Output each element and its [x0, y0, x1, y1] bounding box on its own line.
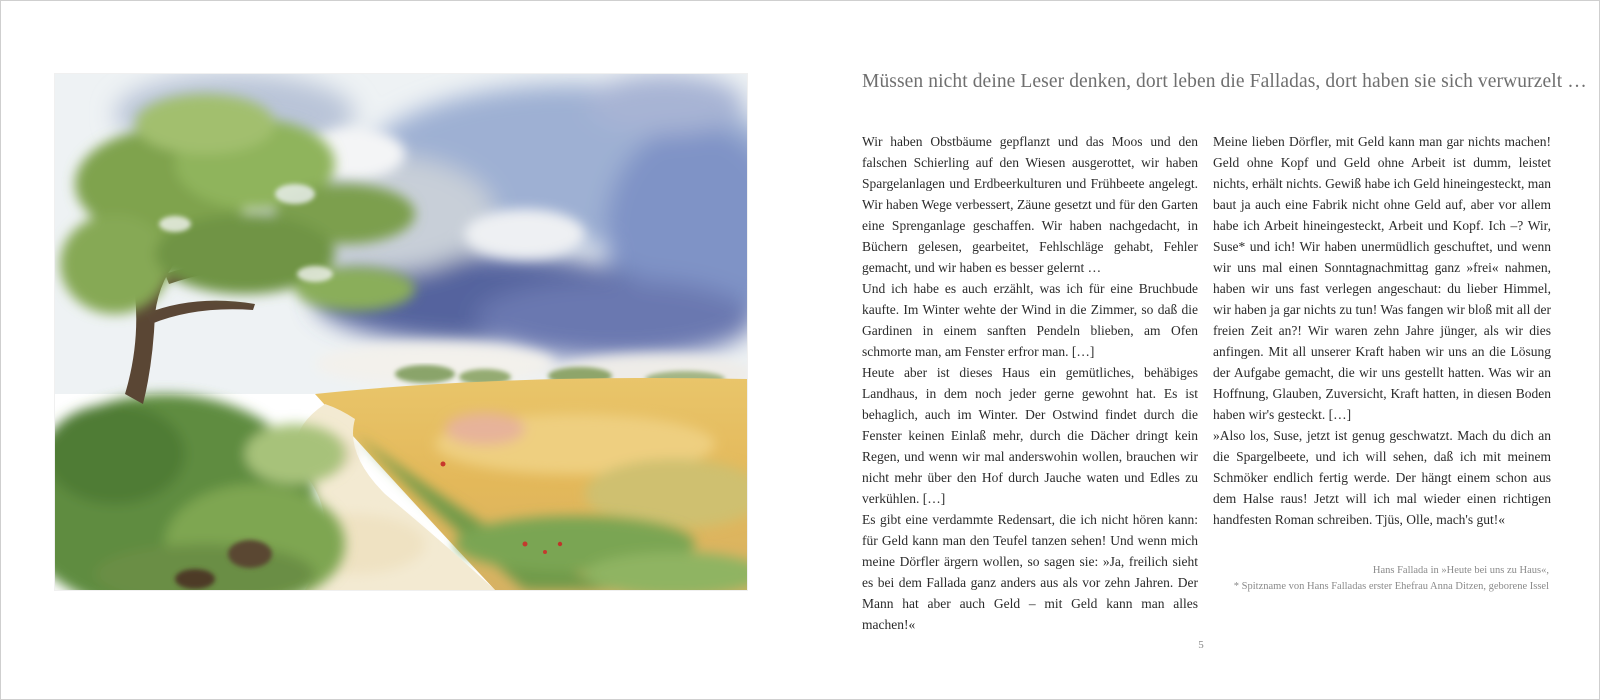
landscape-painting: [55, 74, 747, 590]
page-headline: Müssen nicht deine Leser denken, dort leben die Falladas, dort haben sie sich verwurzelt …: [862, 71, 1587, 92]
paragraph: Es gibt eine verdammte Redensart, die ich nicht hören kann: für Geld kann man den Teufel tanzen sehen! Und wenn mich meine Dörfler ärgern wollen, so sagen sie: »Ja, freilich sieht es bei dem Fallada ganz anders aus als vor zehn Jahren. Der Mann hat aber auch Geld – mit Geld kann man alles machen!«: [862, 512, 1198, 632]
paragraph: Und ich habe es auch erzählt, was ich für eine Bruchbude kaufte. Im Winter wehte der Wind in die Zimmer, so daß die Gardinen in einem sanften Pendeln blieben, am Ofen schmorte man, am Fenster erfror man. […]: [862, 281, 1198, 359]
source-footnote: [1129, 563, 1549, 595]
paragraph: Heute aber ist dieses Haus ein gemütliches, behäbiges Landhaus, in dem noch jeder gerne gewohnt hat. Es ist behaglich, auch im Winter. Der Ostwind findet durch die Fenster keinen Einlaß mehr, durch die Dächer dringt kein Regen, und wenn wir mal anderswohin wollen, brauchen wir nicht mehr über den Hof durch Jauche waten und Edles zu verkühlen. […]: [862, 365, 1198, 506]
footnote-source: Hans Fallada in »Heute bei uns zu Haus«,: [1372, 565, 1549, 576]
text-column-left: [862, 131, 1198, 635]
page-number: 5: [1198, 639, 1204, 651]
watercolor-illustration: [55, 74, 747, 590]
paragraph: »Also los, Suse, jetzt ist genug geschwatzt. Mach du dich an die Spargelbeete, und ich will sehen, daß ich mit meinem Schmöker endlich fertig werde. Der hängt einem schon aus dem Halse raus! Jetzt will ich mal wieder einen richtigen handfesten Roman schreiben. Tjüs, Olle, mach's gut!«: [1213, 428, 1551, 527]
footnote-asterisk: * Spitzname von Hans Falladas erster Ehefrau Anna Ditzen, geborene Issel: [1233, 581, 1549, 592]
paragraph: Meine lieben Dörfler, mit Geld kann man gar nichts machen! Geld ohne Kopf und Geld ohne Arbeit ist dumm, leistet nichts, erhält nichts. Gewiß habe ich Geld hineingesteckt, man baut ja auch eine Fabrik nicht ohne Geld auf, aber vor allem habe ich Arbeit hineingesteckt, Arbeit und Kopf. Ich –? Wir, Suse* und ich! Wir haben unermüdlich geschuftet, und wenn wir uns mal einen Sonntagnachmittag ganz »frei« nahmen, haben wir uns fast verlegen angeschaut: du lieber Himmel, wir haben ja gar nichts zu tun! Was fangen wir bloß mit all der freien Zeit an?! Wir waren zehn Jahre jünger, als wir dies anfingen. Mit all unserer Kraft haben wir uns an die Lösung der Aufgabe gemacht, die wir uns gestellt hatten. Was wir an Hoffnung, Glauben, Zuversicht, Kraft hatten, in diesen Boden haben wir's gesteckt. […]: [1213, 134, 1551, 422]
paragraph: Wir haben Obstbäume gepflanzt und das Moos und den falschen Schierling auf den Wiesen ausgerottet, wir haben Spargelanlagen und Erdbeerkulturen und Frühbeete angelegt. Wir haben Wege verbessert, Zäune gesetzt und für den Garten eine Sprenganlage geschaffen. Wir haben nachgedacht, in Büchern gelesen, gearbeitet, Fehlschläge gehabt, Fehler gemacht, und wir haben es besser gelernt …: [862, 134, 1198, 275]
text-column-right: [1213, 131, 1551, 530]
